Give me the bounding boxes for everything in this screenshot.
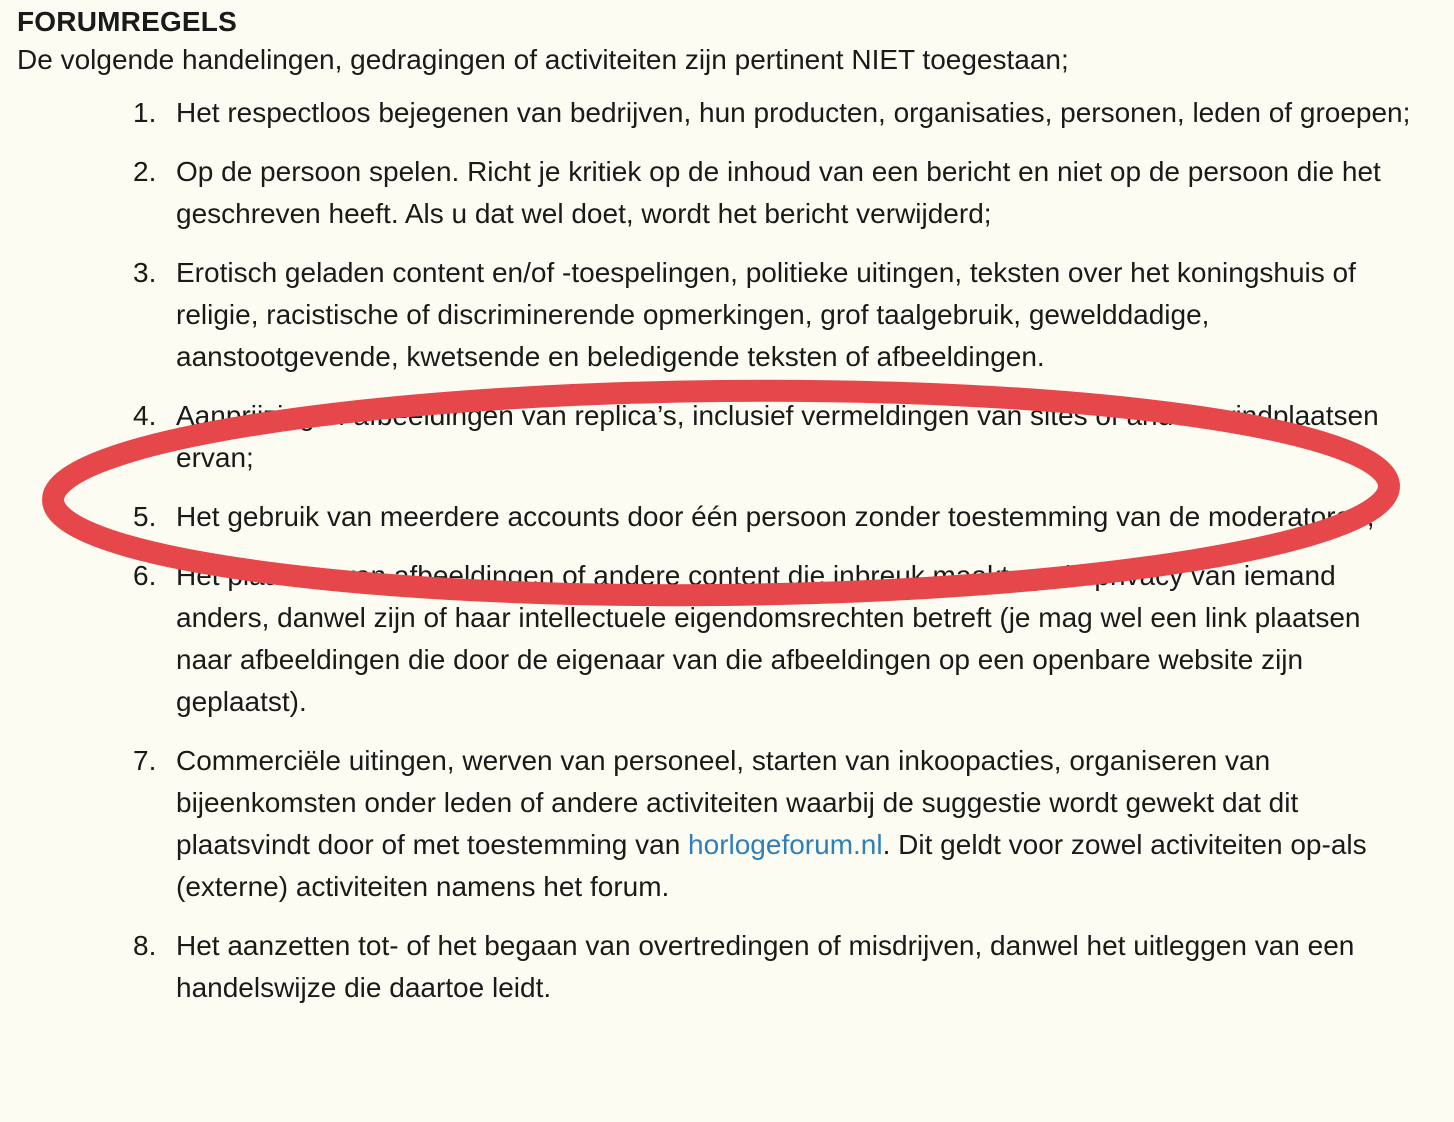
rule-text: Het aanzetten tot- of het begaan van overtredingen of misdrijven, danwel het uitleggen van een handelswijze die daartoe leidt. [176, 930, 1355, 1003]
rule-item-6 [17, 555, 1416, 723]
rules-list [17, 92, 1437, 1009]
rule-text-after-link: . Dit geldt voor zowel activiteiten op-als (externe) activiteiten namens het forum. [176, 829, 1367, 902]
forum-rules-page [17, 4, 1437, 1026]
rule-text: Het respectloos bejegenen van bedrijven, hun producten, organisaties, personen, leden of groepen; [176, 97, 1411, 128]
intro-text: De volgende handelingen, gedragingen of activiteiten zijn pertinent NIET toegestaan; [17, 44, 1069, 75]
rule-number: 2. [133, 156, 157, 187]
rule-number: 8. [133, 930, 157, 961]
rule-item-4 [17, 395, 1416, 479]
rule-item-7 [17, 740, 1416, 908]
rule-item-2 [17, 151, 1416, 235]
rule-text: Het plaatsen van afbeeldingen of andere content die inbreuk maakt op de privacy van iemand anders, danwel zijn of haar intellectuele eigendomsrechten betreft (je mag wel een link plaatsen naar afbeeldingen die door de eigenaar van die afbeeldingen op een openbare website zijn geplaatst). [176, 560, 1361, 717]
rule-number: 5. [133, 501, 157, 532]
rule-text-before-link: Commerciële uitingen, werven van personeel, starten van inkoopacties, organiseren van bijeenkomsten onder leden of andere activiteiten waarbij de suggestie wordt gewekt dat dit plaatsvindt door of met toestemming van [176, 745, 1299, 860]
page-title: FORUMREGELS [17, 6, 237, 37]
rule-text: Op de persoon spelen. Richt je kritiek op de inhoud van een bericht en niet op de persoon die het geschreven heeft. Als u dat wel doet, wordt het bericht verwijderd; [176, 156, 1381, 229]
rule-item-8 [17, 925, 1416, 1009]
horlogeforum-link[interactable]: horlogeforum.nl [688, 829, 883, 860]
rule-number: 4. [133, 400, 157, 431]
rule-number: 3. [133, 257, 157, 288]
rule-item-5 [17, 496, 1416, 538]
rule-number: 1. [133, 97, 157, 128]
rule-text: Het gebruik van meerdere accounts door één persoon zonder toestemming van de moderatoren; [176, 501, 1375, 532]
rule-text: Aanprijzing of afbeeldingen van replica’s, inclusief vermeldingen van sites of andere vindplaatsen ervan; [176, 400, 1379, 473]
rule-item-3 [17, 252, 1416, 378]
rule-text: Erotisch geladen content en/of -toespelingen, politieke uitingen, teksten over het koningshuis of religie, racistische of discriminerende opmerkingen, grof taalgebruik, gewelddadige, aanstootgevende, kwetsende en beledigende teksten of afbeeldingen. [176, 257, 1356, 372]
rule-number: 6. [133, 560, 157, 591]
rule-item-1 [17, 92, 1416, 134]
rule-number: 7. [133, 745, 157, 776]
